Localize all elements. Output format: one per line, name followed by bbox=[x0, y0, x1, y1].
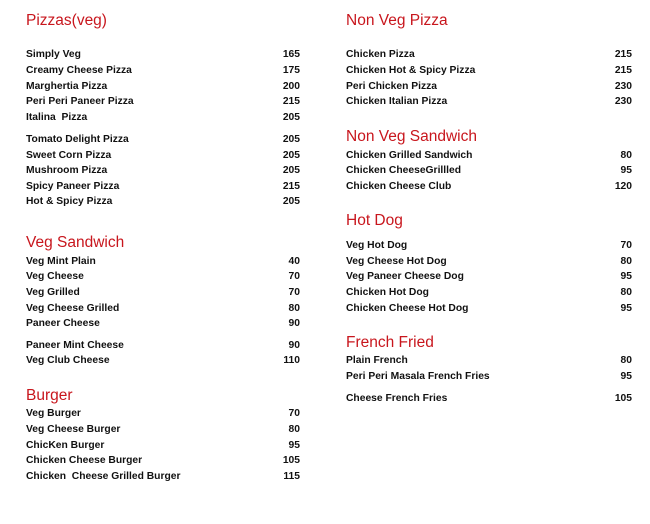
item-price: 80 bbox=[288, 424, 300, 435]
item-price: 105 bbox=[282, 455, 300, 466]
item-name: Veg Hot Dog bbox=[346, 240, 408, 251]
item-price: 95 bbox=[620, 271, 632, 282]
item-name: Cheese French Fries bbox=[346, 393, 448, 404]
item-price: 80 bbox=[288, 303, 300, 314]
item-price: 205 bbox=[282, 165, 300, 176]
item-name: Plain French bbox=[346, 355, 408, 366]
menu-item bbox=[346, 79, 632, 94]
item-price: 205 bbox=[282, 196, 300, 207]
menu-item bbox=[26, 163, 300, 178]
item-price: 105 bbox=[614, 393, 632, 404]
item-price: 70 bbox=[620, 240, 632, 251]
menu-item bbox=[26, 194, 300, 209]
item-name: Chicken Italian Pizza bbox=[346, 96, 448, 107]
item-price: 230 bbox=[614, 96, 632, 107]
menu-item bbox=[26, 179, 300, 194]
item-name: ChicKen Burger bbox=[26, 440, 105, 451]
item-name: Veg Paneer Cheese Dog bbox=[346, 271, 464, 282]
item-price: 215 bbox=[282, 96, 300, 107]
menu-item bbox=[346, 63, 632, 78]
item-price: 205 bbox=[282, 150, 300, 161]
section-heading-nonveg-pizza: Non Veg Pizza bbox=[346, 12, 448, 29]
item-name: Peri Peri Paneer Pizza bbox=[26, 96, 134, 107]
menu-item bbox=[346, 94, 632, 109]
menu-item bbox=[346, 369, 632, 384]
section-heading-hot-dog: Hot Dog bbox=[346, 212, 403, 229]
item-name: Veg Cheese Hot Dog bbox=[346, 256, 447, 267]
item-name: Chicken Cheese Grilled Burger bbox=[26, 471, 181, 482]
section-heading-veg-pizza: Pizzas(veg) bbox=[26, 12, 107, 29]
menu-item bbox=[26, 338, 300, 353]
section-heading-veg-sandwich: Veg Sandwich bbox=[26, 234, 125, 251]
item-price: 95 bbox=[288, 440, 300, 451]
item-price: 215 bbox=[614, 65, 632, 76]
menu-item bbox=[26, 316, 300, 331]
menu-item bbox=[26, 110, 300, 125]
item-name: Chicken Cheese Burger bbox=[26, 455, 143, 466]
item-name: Marghertia Pizza bbox=[26, 81, 108, 92]
item-name: Chicken Hot & Spicy Pizza bbox=[346, 65, 476, 76]
item-price: 95 bbox=[620, 303, 632, 314]
menu-item bbox=[346, 353, 632, 368]
menu-item bbox=[26, 469, 300, 484]
item-price: 80 bbox=[620, 287, 632, 298]
item-price: 70 bbox=[288, 408, 300, 419]
menu-item bbox=[26, 254, 300, 269]
item-price: 215 bbox=[282, 181, 300, 192]
menu-item bbox=[26, 94, 300, 109]
item-name: Simply Veg bbox=[26, 49, 81, 60]
item-name: Veg Grilled bbox=[26, 287, 80, 298]
item-price: 70 bbox=[288, 271, 300, 282]
item-name: Peri Chicken Pizza bbox=[346, 81, 437, 92]
item-name: Chicken Hot Dog bbox=[346, 287, 429, 298]
item-name: Chicken CheeseGrillled bbox=[346, 165, 462, 176]
item-name: Paneer Mint Cheese bbox=[26, 340, 124, 351]
item-price: 95 bbox=[620, 165, 632, 176]
menu-item bbox=[26, 148, 300, 163]
item-price: 205 bbox=[282, 112, 300, 123]
menu-item bbox=[346, 179, 632, 194]
item-price: 80 bbox=[620, 256, 632, 267]
item-name: Sweet Corn Pizza bbox=[26, 150, 112, 161]
item-name: Chicken Pizza bbox=[346, 49, 415, 60]
item-name: Peri Peri Masala French Fries bbox=[346, 371, 490, 382]
menu-item bbox=[346, 269, 632, 284]
item-name: Veg Mint Plain bbox=[26, 256, 96, 267]
item-name: Veg Cheese bbox=[26, 271, 84, 282]
item-name: Chicken Cheese Hot Dog bbox=[346, 303, 469, 314]
menu-item bbox=[346, 47, 632, 62]
item-name: Chicken Grilled Sandwich bbox=[346, 150, 473, 161]
section-heading-nonveg-sandwich: Non Veg Sandwich bbox=[346, 128, 477, 145]
item-name: Chicken Cheese Club bbox=[346, 181, 452, 192]
menu-item bbox=[26, 63, 300, 78]
menu-item bbox=[26, 422, 300, 437]
item-price: 205 bbox=[282, 134, 300, 145]
item-price: 90 bbox=[288, 340, 300, 351]
menu-item bbox=[26, 47, 300, 62]
item-name: Veg Cheese Burger bbox=[26, 424, 121, 435]
item-price: 40 bbox=[288, 256, 300, 267]
menu-item bbox=[346, 163, 632, 178]
menu-item bbox=[346, 148, 632, 163]
menu-item bbox=[26, 269, 300, 284]
menu-item bbox=[346, 391, 632, 406]
item-price: 120 bbox=[614, 181, 632, 192]
item-price: 165 bbox=[282, 49, 300, 60]
menu-item bbox=[26, 301, 300, 316]
item-price: 90 bbox=[288, 318, 300, 329]
item-price: 70 bbox=[288, 287, 300, 298]
item-price: 95 bbox=[620, 371, 632, 382]
menu-item bbox=[26, 353, 300, 368]
item-price: 175 bbox=[282, 65, 300, 76]
item-name: Veg Burger bbox=[26, 408, 81, 419]
item-price: 215 bbox=[614, 49, 632, 60]
menu-item bbox=[26, 453, 300, 468]
item-name: Spicy Paneer Pizza bbox=[26, 181, 120, 192]
item-name: Tomato Delight Pizza bbox=[26, 134, 129, 145]
menu-item bbox=[346, 238, 632, 253]
menu-item bbox=[346, 254, 632, 269]
item-price: 80 bbox=[620, 150, 632, 161]
item-name: Veg Cheese Grilled bbox=[26, 303, 120, 314]
item-price: 80 bbox=[620, 355, 632, 366]
menu-item bbox=[346, 285, 632, 300]
item-name: Hot & Spicy Pizza bbox=[26, 196, 113, 207]
menu-item bbox=[26, 438, 300, 453]
section-heading-french-fried: French Fried bbox=[346, 334, 434, 351]
item-name: Paneer Cheese bbox=[26, 318, 100, 329]
item-price: 115 bbox=[283, 471, 300, 482]
item-name: Creamy Cheese Pizza bbox=[26, 65, 132, 76]
item-price: 230 bbox=[614, 81, 632, 92]
item-price: 200 bbox=[282, 81, 300, 92]
menu-item bbox=[26, 285, 300, 300]
section-heading-burger: Burger bbox=[26, 387, 73, 404]
item-name: Mushroom Pizza bbox=[26, 165, 108, 176]
menu-item bbox=[26, 132, 300, 147]
menu-item bbox=[26, 406, 300, 421]
menu-item bbox=[26, 79, 300, 94]
item-name: Italina Pizza bbox=[26, 112, 88, 123]
item-price: 110 bbox=[283, 355, 300, 366]
item-name: Veg Club Cheese bbox=[26, 355, 110, 366]
menu-item bbox=[346, 301, 632, 316]
